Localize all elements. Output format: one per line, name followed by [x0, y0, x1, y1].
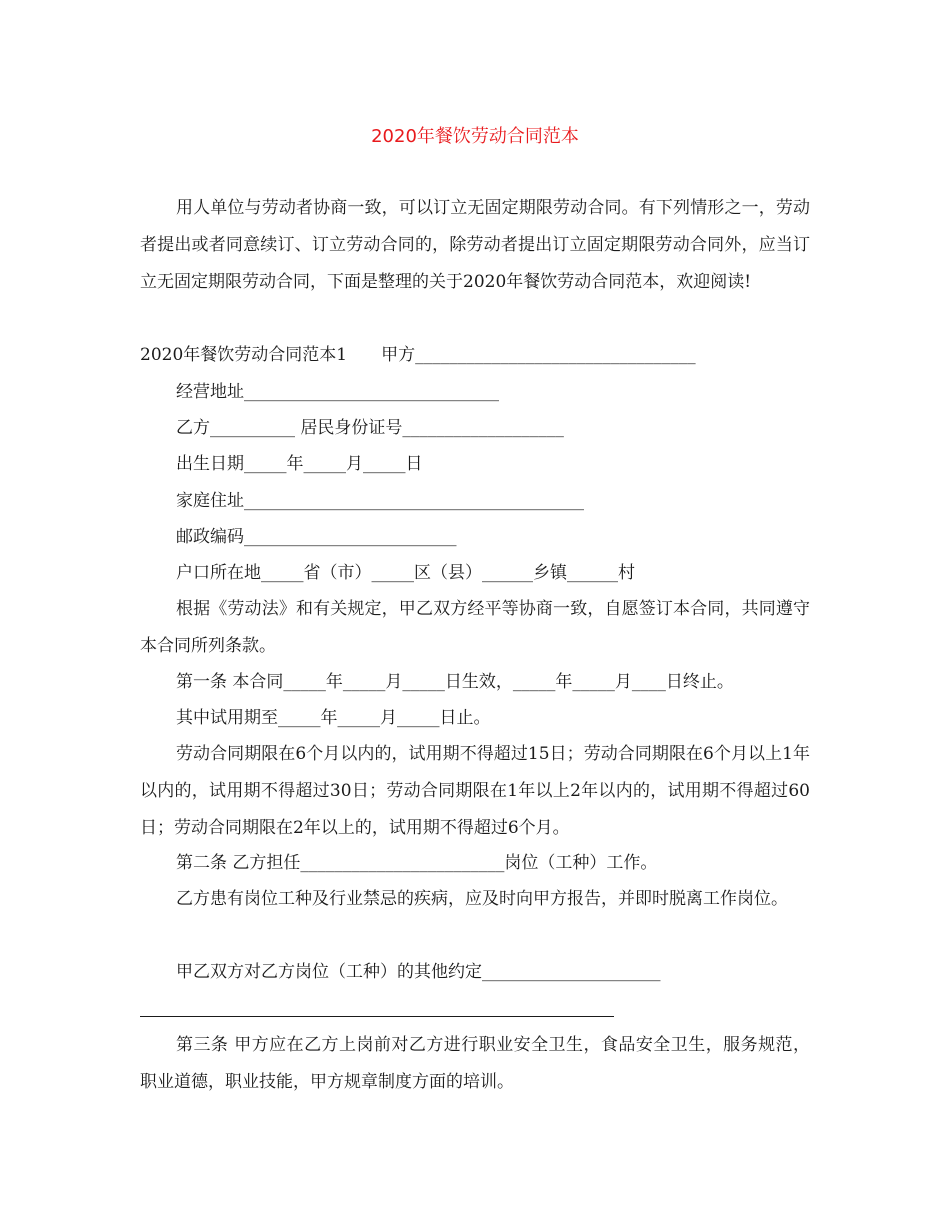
postcode-field: 邮政编码_________________________ [176, 527, 457, 547]
article-2: 第二条 乙方担任________________________岗位（工种）工作。 [176, 853, 658, 873]
contract-heading: 2020年餐饮劳动合同范本1 甲方_________________________________ [140, 345, 696, 365]
document-title: 2020年餐饮劳动合同范本 [371, 126, 579, 147]
probation-rules-paragraph: 劳动合同期限在6个月以内的，试用期不得超过15日；劳动合同期限在6个月以上1年以内的，试用期不得超过30日；劳动合同期限在1年以上2年以内的，试用期不得超过60日；劳动合同期限在2年以上的，试用期不得超过6个月。 [140, 744, 810, 838]
birth-date-field: 出生日期_____年_____月_____日 [176, 454, 423, 474]
party-b-field: 乙方__________ 居民身份证号___________________ [176, 418, 564, 438]
blank-underline [140, 1016, 614, 1017]
home-address-field: 家庭住址________________________________________ [176, 491, 584, 511]
article-1: 第一条 本合同_____年_____月_____日生效，_____年_____月____日终止。 [176, 672, 734, 692]
hukou-field: 户口所在地_____省（市）_____区（县）______乡镇______村 [176, 563, 635, 583]
intro-paragraph: 用人单位与劳动者协商一致，可以订立无固定期限劳动合同。有下列情形之一，劳动者提出或者同意续订、订立劳动合同的，除劳动者提出订立固定期限劳动合同外，应当订立无固定期限劳动合同，下面是整理的关于2020年餐饮劳动合同范本，欢迎阅读! [140, 198, 810, 292]
business-address-field: 经营地址______________________________ [176, 382, 499, 402]
disease-paragraph: 乙方患有岗位工种及行业禁忌的疾病，应及时向甲方报告，并即时脱离工作岗位。 [176, 889, 788, 909]
probation-line: 其中试用期至_____年_____月_____日止。 [176, 708, 491, 728]
other-agreement-line: 甲乙双方对乙方岗位（工种）的其他约定_____________________ [176, 962, 661, 982]
article-3-paragraph: 第三条 甲方应在乙方上岗前对乙方进行职业安全卫生，食品安全卫生，服务规范，职业道德，职业技能，甲方规章制度方面的培训。 [140, 1035, 810, 1092]
basis-paragraph: 根据《劳动法》和有关规定，甲乙双方经平等协商一致，自愿签订本合同，共同遵守本合同所列条款。 [140, 599, 810, 656]
